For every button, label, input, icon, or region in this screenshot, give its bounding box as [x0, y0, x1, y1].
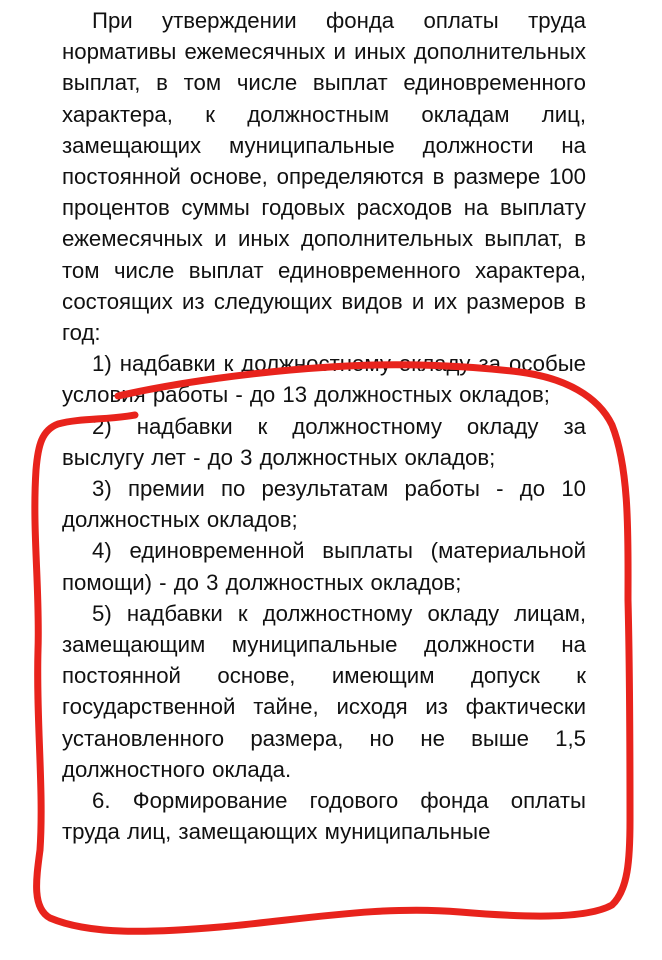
document-page	[62, 0, 586, 960]
list-item-3: 3) премии по результатам работы - до 10 должностных окладов;	[62, 476, 586, 533]
paragraph-intro: При утверждении фонда оплаты труда нормативы ежемесячных и иных дополнительных выплат, в том числе выплат единовременного характера, к должностным окладам лиц, замещающих муниципальные должности на постоянной основе, определяются в размере 100 процентов суммы годовых расходов на выплату ежемесячных и иных дополнительных выплат, в том числе выплат единовременного характера, состоящих из следующих видов и их размеров в год:	[62, 8, 586, 346]
list-item-5: 5) надбавки к должностному окладу лицам, замещающим муниципальные должности на постоянной основе, имеющим допуск к государственной тайне, исходя из фактически установленного размера, но не выше 1,5 должностного оклада.	[62, 600, 586, 782]
list-item-2: 2) надбавки к должностному окладу за выслугу лет - до 3 должностных окладов;	[62, 413, 586, 470]
paragraph-6: 6. Формирование годового фонда оплаты труда лиц, замещающих муниципальные	[62, 788, 586, 845]
list-item-4: 4) единовременной выплаты (материальной помощи) - до 3 должностных окладов;	[62, 538, 586, 595]
list-item-1: 1) надбавки к должностному окладу за особые условия работы - до 13 должностных окладов;	[62, 351, 586, 408]
